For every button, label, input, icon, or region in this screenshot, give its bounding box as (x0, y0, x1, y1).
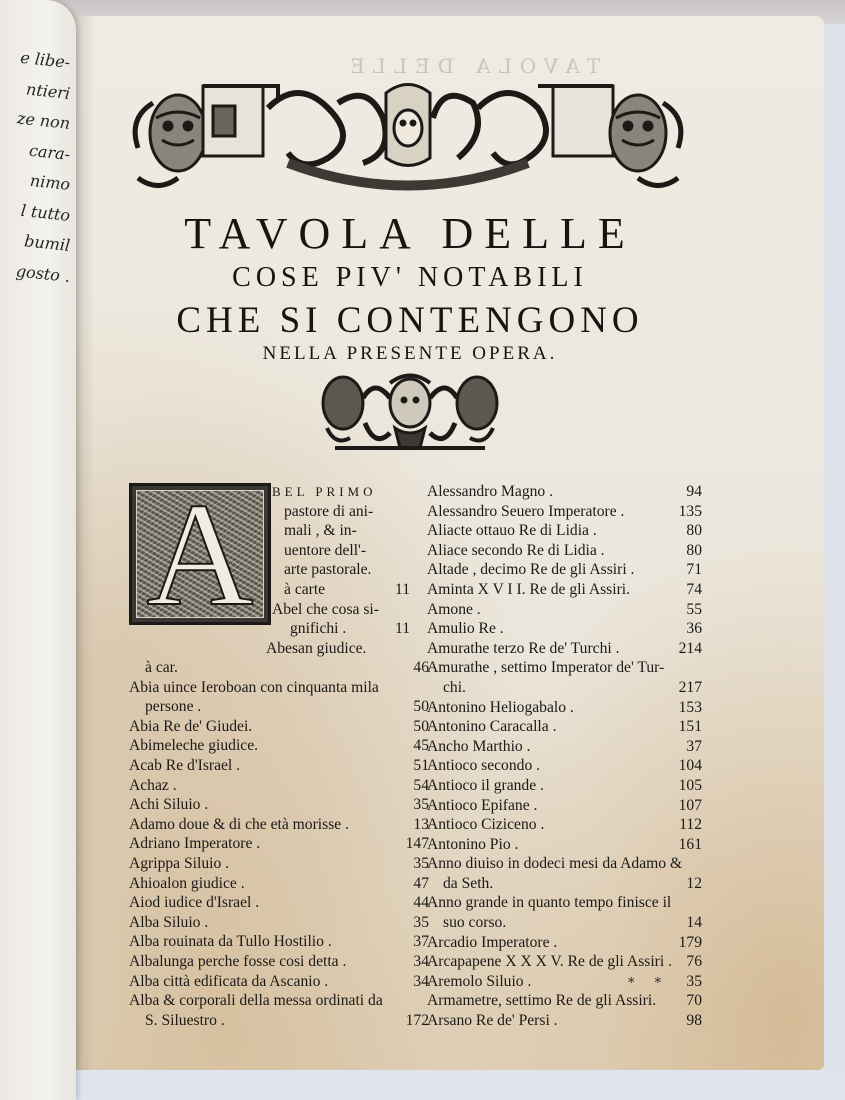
left-line: ntieri (25, 78, 72, 103)
index-entry (427, 737, 702, 757)
entry-text: Antonino Pio . (427, 835, 519, 853)
entry-text: S. Siluestro . (145, 1011, 225, 1029)
entry-page: 47 (413, 874, 429, 892)
entry-page: 37 (686, 737, 702, 755)
entry-text: Alba rouinata da Tullo Hostilio . (129, 933, 332, 951)
index-entry (129, 913, 429, 933)
index-entry (129, 991, 429, 1011)
entry-text: Alessandro Seuero Imperatore . (427, 502, 625, 520)
index-entry (272, 580, 430, 600)
index-entry (129, 795, 429, 815)
index-entry (427, 698, 702, 718)
index-entry (272, 541, 430, 561)
left-line: nimo (29, 170, 72, 194)
title-line-3: CHE SI CONTENGONO (176, 300, 644, 341)
headpiece-ornament-icon (128, 78, 688, 198)
index-entry (129, 854, 429, 874)
entry-text: Abimeleche giudice. (129, 737, 259, 755)
entry-page: 179 (678, 933, 702, 951)
entry-page: 172 (405, 1011, 429, 1029)
entry-page: 35 (413, 854, 429, 872)
index-entry (129, 893, 429, 913)
entry-text: Antonino Heliogabalo . (427, 698, 574, 716)
entry-page: 71 (686, 561, 702, 579)
index-entry (129, 932, 429, 952)
index-entry (129, 678, 429, 698)
entry-text: Anno grande in quanto tempo finisce il (427, 894, 672, 912)
index-entry (427, 1011, 702, 1031)
index-entry (427, 835, 702, 855)
entry-text: mali , & in- (284, 522, 357, 540)
entry-text: Adamo doue & di che età morisse . (129, 815, 349, 833)
entry-page: 55 (686, 600, 702, 618)
index-entry (427, 658, 702, 678)
entry-text: suo corso. (443, 914, 507, 932)
entry-text: Amulio Re . (427, 620, 504, 638)
entry-text: Amurathe terzo Re de' Turchi . (427, 639, 620, 657)
title-line-1: TAVOLA DELLE (184, 209, 636, 258)
left-line: e libe- (19, 47, 72, 72)
entry-page: 151 (678, 718, 702, 736)
woodcut-initial (129, 483, 271, 625)
entry-text: BEL PRIMO (272, 484, 377, 499)
entry-page: 147 (405, 835, 429, 853)
entry-text: persone . (145, 698, 202, 716)
index-entry (272, 600, 430, 620)
index-entry (427, 991, 702, 1011)
title-line-4: NELLA PRESENTE OPERA. (262, 343, 558, 364)
entry-page: 135 (678, 502, 702, 520)
index-entry (272, 502, 430, 522)
entry-page: 214 (678, 639, 702, 657)
entry-text: Antioco Epifane . (427, 796, 538, 814)
entry-page: 46 (413, 659, 429, 676)
index-entry (129, 1011, 429, 1031)
index-entry (272, 482, 430, 502)
entry-page: 44 (413, 894, 429, 912)
left-line: bumil (23, 231, 72, 255)
index-entry (129, 756, 429, 776)
index-entry (427, 619, 702, 639)
entry-text: Antioco secondo . (427, 757, 541, 775)
entry-text: Ancho Marthio . (427, 737, 531, 755)
entry-page: 35 (686, 972, 702, 990)
entry-text: Arcadio Imperatore . (427, 933, 558, 951)
entry-text: Ahioalon giudice . (129, 874, 245, 892)
index-entry (129, 815, 429, 835)
entry-text: Aremolo Siluio . (427, 972, 532, 990)
entry-text: Albalunga perche fosse cosi detta . (129, 952, 347, 970)
entry-text: Aiod iudice d'Israel . (129, 894, 260, 912)
entry-page: 35 (413, 913, 429, 931)
entry-text: gnifichi . (290, 620, 347, 638)
entry-text: Adriano Imperatore . (129, 835, 261, 853)
entry-text: Acab Re d'Israel . (129, 756, 241, 774)
entry-text: Achi Siluio . (129, 796, 209, 814)
initial-adjacent-entries (266, 482, 430, 658)
index-entry (129, 658, 429, 678)
index-entry (427, 560, 702, 580)
entry-text: Antioco Ciziceno . (427, 816, 545, 834)
entry-text: Amone . (427, 600, 481, 618)
entry-text: Aminta X V I I. Re de gli Assiri. (427, 580, 630, 598)
entry-text: Arsano Re de' Persi . (427, 1012, 558, 1030)
show-through-running-head: TAVOLA DELLE (342, 54, 601, 78)
entry-text: Abia uince Ieroboan con cinquanta mila (129, 678, 379, 696)
entry-text: Abia Re de' Giudei. (129, 717, 253, 735)
index-entry (129, 736, 429, 756)
entry-text: Aliacte ottauo Re di Lidia . (427, 522, 597, 540)
entry-text: Alba città edificata da Ascanio . (129, 972, 329, 990)
index-entry (129, 776, 429, 796)
entry-page: 104 (678, 757, 702, 775)
entry-page: 12 (686, 874, 702, 892)
entry-page: 50 (413, 717, 429, 735)
index-entry (129, 972, 429, 992)
left-line: ze non (16, 108, 72, 133)
index-entry (272, 521, 430, 541)
entry-page: 107 (678, 796, 702, 814)
index-entry (129, 717, 429, 737)
index-entry (427, 874, 702, 894)
entry-page: 37 (413, 933, 429, 951)
entry-text: Amurathe , settimo Imperator de' Tur- (427, 659, 665, 677)
entry-text: chi. (443, 678, 466, 696)
index-entry (427, 933, 702, 953)
entry-text: Abesan giudice. (266, 639, 367, 657)
entry-text: Abel che cosa si- (272, 600, 379, 618)
entry-page: 50 (413, 698, 429, 716)
entry-text: à carte (284, 580, 326, 598)
entry-text: Alessandro Magno . (427, 483, 554, 500)
entry-page: 35 (413, 796, 429, 814)
index-entry (129, 874, 429, 894)
index-entry (427, 893, 702, 913)
entry-page: 34 (413, 972, 429, 990)
entry-text: Altade , decimo Re de gli Assiri . (427, 561, 635, 579)
index-entry (129, 697, 429, 717)
index-entry (427, 639, 702, 659)
index-entry (129, 834, 429, 854)
entry-page: 51 (413, 756, 429, 774)
entry-page: 13 (413, 815, 429, 833)
index-entry (427, 854, 702, 874)
entry-text: Alba & corporali della messa ordinati da (129, 992, 383, 1010)
left-facing-page (0, 0, 76, 1100)
index-entry (427, 482, 702, 502)
index-entry (272, 560, 430, 580)
table-surface (0, 1070, 845, 1100)
index-entry (129, 952, 429, 972)
entry-text: à car. (145, 659, 178, 676)
entry-page: 94 (686, 483, 702, 500)
entry-page: 11 (394, 620, 410, 638)
entry-text: Aliace secondo Re di Lidia . (427, 541, 605, 559)
entry-text: da Seth. (443, 874, 494, 892)
index-entry (427, 541, 702, 561)
entry-text: Antonino Caracalla . (427, 718, 557, 736)
entry-page: 112 (679, 816, 702, 834)
entry-text: pastore di ani- (284, 502, 374, 520)
entry-text: Arcapapene X X X V. Re de gli Assiri . (427, 953, 672, 971)
entry-page: 14 (686, 914, 702, 932)
index-entry (427, 502, 702, 522)
left-page-text (0, 48, 70, 292)
entry-page: 80 (686, 541, 702, 559)
entry-page: 34 (413, 952, 429, 970)
initial-letter: A (146, 483, 254, 625)
entry-page: 36 (686, 620, 702, 638)
left-line: gosto . (15, 260, 72, 286)
index-entry (427, 796, 702, 816)
entry-text: arte pastorale. (284, 561, 372, 579)
entry-page: 74 (686, 580, 702, 598)
catchword-asterisks: * * (628, 976, 670, 991)
index-entry (427, 600, 702, 620)
entry-page: 161 (678, 835, 702, 853)
entry-page: 45 (413, 737, 429, 755)
index-entry (427, 913, 702, 933)
entry-page: 54 (413, 776, 429, 794)
left-line: cara- (28, 140, 72, 164)
entry-page: 98 (686, 1012, 702, 1030)
entry-text: uentore dell'- (284, 541, 367, 559)
entry-text: Armametre, settimo Re de gli Assiri. (427, 992, 657, 1010)
entry-page: 76 (686, 953, 702, 971)
entry-page: 105 (678, 776, 702, 794)
entry-page: 11 (394, 580, 410, 598)
entry-page: 153 (678, 698, 702, 716)
left-line: l tutto (19, 200, 72, 225)
index-entry (272, 619, 430, 639)
index-entry (427, 952, 702, 972)
index-entry (266, 639, 430, 659)
entry-page: 217 (678, 678, 702, 696)
entry-text: Alba Siluio . (129, 913, 209, 931)
index-entry (427, 678, 702, 698)
index-column-right (427, 482, 702, 1031)
entry-page: 80 (686, 522, 702, 540)
index-column-left (129, 658, 429, 1030)
entry-text: Antioco il grande . (427, 776, 544, 794)
entry-text: Anno diuiso in dodeci mesi da Adamo & (427, 855, 683, 873)
index-entry (427, 717, 702, 737)
index-entry (427, 815, 702, 835)
book-page (72, 16, 824, 1070)
index-entry (427, 521, 702, 541)
index-entry (427, 776, 702, 796)
title-line-2: COSE PIV' NOTABILI (232, 262, 588, 293)
index-entry (427, 580, 702, 600)
entry-text: Achaz . (129, 776, 177, 794)
entry-page: 70 (686, 992, 702, 1010)
index-entry (427, 756, 702, 776)
tailpiece-ornament-icon (315, 368, 505, 453)
entry-text: Agrippa Siluio . (129, 854, 230, 872)
